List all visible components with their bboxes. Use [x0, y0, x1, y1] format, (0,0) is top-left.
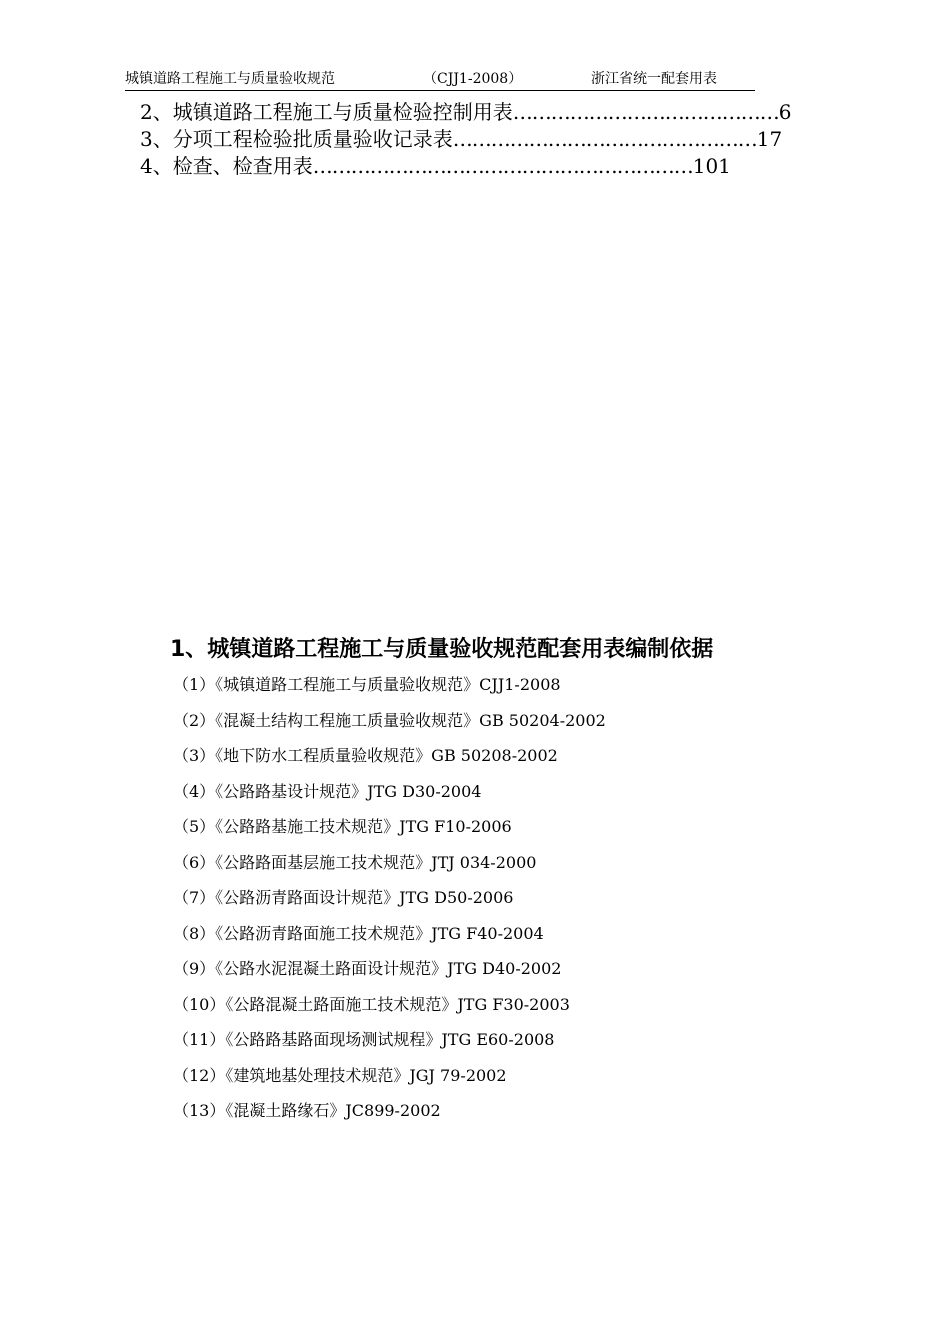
- toc-leader-dots: ……………………………………: [512, 100, 779, 124]
- reference-item: （13）《混凝土路缘石》JC899-2002: [173, 1101, 441, 1120]
- toc-entry[interactable]: [140, 126, 840, 153]
- toc-entry[interactable]: [140, 99, 840, 126]
- reference-item: （9）《公路水泥混凝土路面设计规范》JTG D40-2002: [173, 959, 562, 978]
- toc-entry-page: 6: [778, 100, 792, 124]
- reference-item: （5）《公路路基施工技术规范》JTG F10-2006: [173, 817, 512, 836]
- table-of-contents: [140, 99, 840, 180]
- reference-item: （4）《公路路基设计规范》JTG D30-2004: [173, 781, 482, 801]
- reference-item: （6）《公路路面基层施工技术规范》JTJ 034-2000: [173, 852, 537, 872]
- reference-item: （1）《城镇道路工程施工与质量验收规范》CJJ1-2008: [173, 675, 561, 694]
- reference-item: （7）《公路沥青路面设计规范》JTG D50-2006: [173, 888, 514, 907]
- header-province: 浙江省统一配套用表: [591, 71, 717, 87]
- toc-entry-label: 4、检查、检查用表: [140, 154, 313, 178]
- toc-leader-dots: …………………………………………: [452, 127, 757, 151]
- reference-list: [173, 672, 853, 1134]
- section-heading: 1、城镇道路工程施工与质量验收规范配套用表编制依据: [170, 637, 714, 662]
- reference-item: （3）《地下防水工程质量验收规范》GB 50208-2002: [173, 746, 558, 765]
- toc-entry-label: 3、分项工程检验批质量验收记录表: [140, 127, 453, 151]
- header-code: （CJJ1-2008）: [423, 71, 523, 87]
- reference-item: （11）《公路路基路面现场测试规程》JTG E60-2008: [173, 1030, 555, 1049]
- page-header: [125, 68, 755, 91]
- toc-entry-page: 17: [756, 127, 783, 151]
- reference-item: （2）《混凝土结构工程施工质量验收规范》GB 50204-2002: [173, 710, 606, 730]
- reference-item: （10）《公路混凝土路面施工技术规范》JTG F30-2003: [173, 994, 570, 1014]
- header-title: 城镇道路工程施工与质量验收规范: [125, 71, 335, 87]
- reference-item: （8）《公路沥青路面施工技术规范》JTG F40-2004: [173, 923, 544, 943]
- toc-entry[interactable]: [140, 153, 840, 180]
- reference-item: （12）《建筑地基处理技术规范》JGJ 79-2002: [173, 1065, 507, 1085]
- toc-entry-page: 101: [692, 154, 731, 178]
- toc-entry-label: 2、城镇道路工程施工与质量检验控制用表: [140, 100, 513, 124]
- toc-leader-dots: ……………………………………………………: [312, 154, 693, 178]
